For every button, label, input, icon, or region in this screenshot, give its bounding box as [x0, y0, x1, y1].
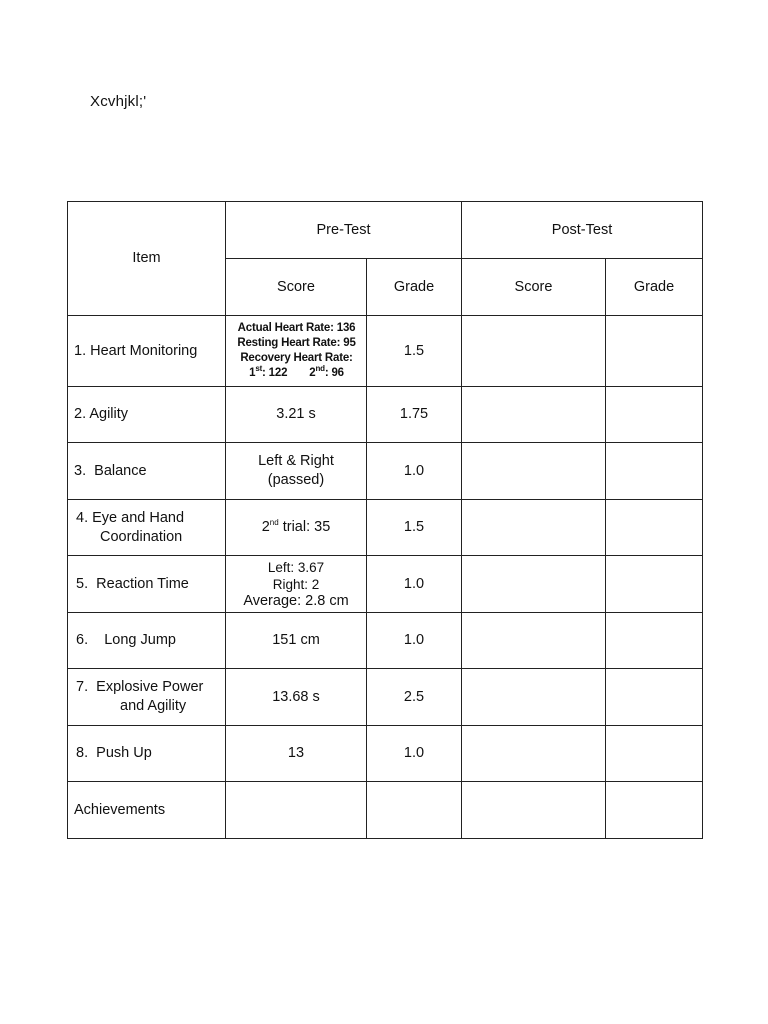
item-name: Heart Monitoring [90, 342, 198, 359]
post-grade-cell[interactable] [606, 782, 703, 839]
pre-score-cell: 3.21 s [226, 387, 367, 443]
pre-score-num: 2 [261, 519, 270, 536]
post-grade-cell[interactable] [606, 669, 703, 726]
pre-score-cell [226, 443, 367, 500]
pre-grade-cell[interactable] [367, 782, 462, 839]
recovery-heart-rate-values [231, 366, 362, 381]
item-number: 1. [74, 342, 87, 359]
second-recovery-value: : 96 [324, 366, 344, 379]
post-grade-cell[interactable] [606, 387, 703, 443]
pre-score-cell: 151 cm [226, 613, 367, 669]
item-name: Balance [94, 462, 147, 479]
post-score-cell[interactable] [462, 782, 606, 839]
post-score-cell[interactable] [462, 726, 606, 782]
pre-score-cell: 13.68 s [226, 669, 367, 726]
table-row [68, 613, 703, 669]
item-name: Push Up [96, 745, 152, 762]
table-row [68, 443, 703, 500]
pre-score-cell[interactable] [226, 782, 367, 839]
post-score-cell[interactable] [462, 387, 606, 443]
item-cell [68, 613, 226, 669]
item-number: 6. [76, 632, 89, 649]
post-score-cell[interactable] [462, 556, 606, 613]
item-cell: Achievements [68, 782, 226, 839]
actual-heart-rate: Actual Heart Rate: 136 [237, 322, 356, 335]
pre-score-rest: trial: 35 [278, 519, 331, 536]
item-cell [68, 443, 226, 500]
item-cell [68, 726, 226, 782]
table-row [68, 782, 703, 839]
pre-score-line-1: Left: 3.67 [267, 559, 325, 575]
post-grade-cell[interactable] [606, 443, 703, 500]
item-number: 5. [76, 575, 89, 592]
item-name-line-1: Explosive Power [96, 679, 204, 696]
document-heading: Xcvhjkl;' [90, 93, 147, 110]
pre-grade-cell: 1.75 [367, 387, 462, 443]
pre-grade-cell: 1.0 [367, 556, 462, 613]
table-row [68, 387, 703, 443]
first-recovery-num: 1 [249, 366, 256, 379]
header-item: Item [68, 202, 226, 316]
item-name: Agility [89, 406, 129, 423]
header-post-test: Post-Test [462, 202, 703, 259]
post-score-cell[interactable] [462, 613, 606, 669]
pre-grade-cell: 1.0 [367, 726, 462, 782]
resting-heart-rate: Resting Heart Rate: 95 [237, 337, 356, 350]
post-score-cell[interactable] [462, 316, 606, 387]
post-grade-cell[interactable] [606, 613, 703, 669]
item-number: 8. [76, 745, 89, 762]
item-number: 3. [74, 462, 87, 479]
post-grade-cell[interactable] [606, 316, 703, 387]
recovery-heart-rate-label: Recovery Heart Rate: [240, 352, 353, 364]
item-name-line-2: Coordination [100, 528, 183, 545]
item-name-line-2: and Agility [120, 698, 187, 714]
item-name: Reaction Time [96, 575, 189, 592]
item-number: 7. [76, 679, 89, 696]
fitness-test-table [67, 201, 703, 839]
pre-score-sup: nd [269, 518, 279, 528]
pre-grade-cell: 1.5 [367, 316, 462, 387]
table-row [68, 669, 703, 726]
header-post-score: Score [462, 259, 606, 316]
table-row [68, 726, 703, 782]
header-pre-grade: Grade [367, 259, 462, 316]
pre-score-cell: 13 [226, 726, 367, 782]
item-name: Long Jump [104, 632, 176, 649]
pre-score-line-3: Average: 2.8 cm [243, 592, 349, 609]
post-score-cell[interactable] [462, 669, 606, 726]
pre-grade-cell: 1.0 [367, 613, 462, 669]
item-cell [68, 669, 226, 726]
header-pre-test: Pre-Test [226, 202, 462, 259]
table-row [68, 556, 703, 613]
pre-grade-cell: 2.5 [367, 669, 462, 726]
second-recovery-sup: nd [315, 364, 325, 374]
second-recovery-num: 2 [309, 366, 316, 379]
pre-score-line-1: Left & Right [258, 453, 334, 470]
pre-score-line-2: (passed) [267, 472, 325, 488]
table-header-row-1 [68, 202, 703, 259]
pre-score-cell [226, 556, 367, 613]
pre-score-line-2: Right: 2 [272, 576, 320, 592]
table-row [68, 316, 703, 387]
header-post-grade: Grade [606, 259, 703, 316]
item-number: 2. [74, 406, 87, 423]
item-name-line-1: Eye and Hand [92, 509, 185, 526]
post-score-cell[interactable] [462, 500, 606, 556]
post-grade-cell[interactable] [606, 500, 703, 556]
post-grade-cell[interactable] [606, 556, 703, 613]
item-number: 4. [76, 509, 89, 526]
item-cell [68, 556, 226, 613]
post-score-cell[interactable] [462, 443, 606, 500]
post-grade-cell[interactable] [606, 726, 703, 782]
table-row [68, 500, 703, 556]
item-cell [68, 500, 226, 556]
first-recovery-value: : 122 [262, 366, 288, 379]
pre-score-cell [226, 500, 367, 556]
header-pre-score: Score [226, 259, 367, 316]
item-cell [68, 316, 226, 387]
first-recovery-sup: st [255, 364, 263, 374]
pre-grade-cell: 1.0 [367, 443, 462, 500]
pre-score-cell [226, 316, 367, 387]
pre-grade-cell: 1.5 [367, 500, 462, 556]
item-cell [68, 387, 226, 443]
